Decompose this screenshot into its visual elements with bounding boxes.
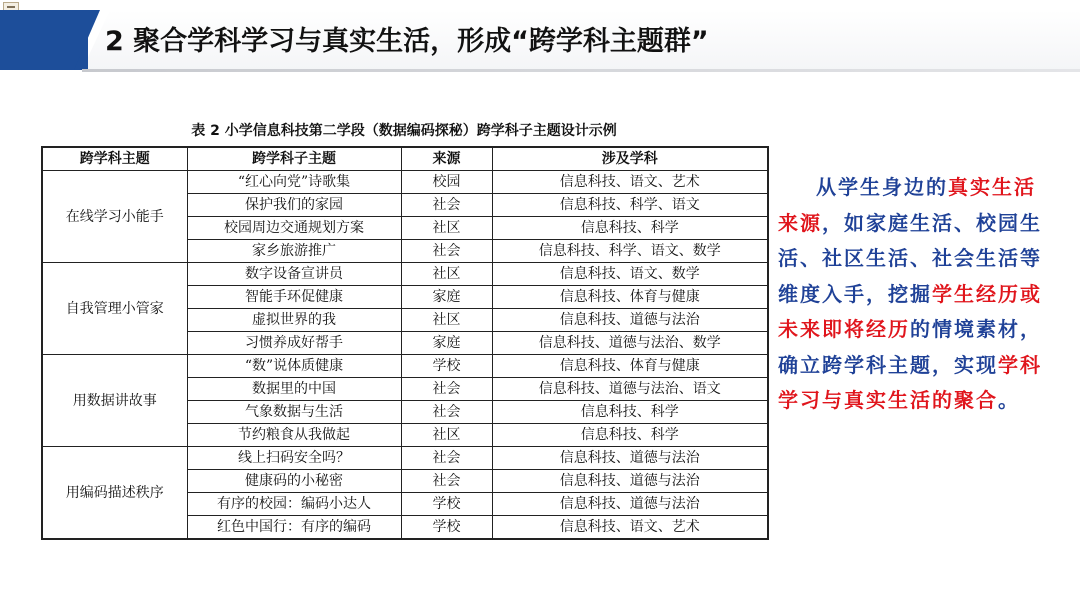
source-cell: 家庭	[401, 286, 492, 309]
side-note	[778, 170, 1044, 419]
subjects-cell: 信息科技、体育与健康	[492, 355, 768, 378]
subtheme-cell: 线上扫码安全吗？	[187, 447, 401, 470]
subtheme-cell: 虚拟世界的我	[187, 309, 401, 332]
subtheme-cell: 数字设备宣讲员	[187, 263, 401, 286]
page-title: 2 聚合学科学习与真实生活，形成“跨学科主题群”	[105, 26, 709, 57]
source-cell: 社会	[401, 240, 492, 263]
title-underline	[82, 69, 1080, 72]
subjects-cell: 信息科技、科学	[492, 217, 768, 240]
subjects-cell: 信息科技、科学、语文	[492, 194, 768, 217]
subjects-cell: 信息科技、语文、艺术	[492, 171, 768, 194]
subtheme-cell: 习惯养成好帮手	[187, 332, 401, 355]
subtheme-cell: “红心向党”诗歌集	[187, 171, 401, 194]
subjects-cell: 信息科技、科学、语文、数学	[492, 240, 768, 263]
note-highlight: 真实生活来源	[778, 175, 1036, 235]
col-header-subjects: 涉及学科	[492, 147, 768, 171]
note-text: ，如家庭生活、校园生活、社区生活、社会生活等维度入手，挖掘	[778, 210, 1042, 306]
subtheme-cell: 数据里的中国	[187, 378, 401, 401]
subjects-cell: 信息科技、语文、艺术	[492, 516, 768, 540]
table-caption: 表 2 小学信息科技第二学段（数据编码探秘）跨学科子主题设计示例	[191, 123, 617, 139]
subjects-cell: 信息科技、科学	[492, 424, 768, 447]
table-row	[42, 263, 768, 286]
source-cell: 社会	[401, 194, 492, 217]
theme-cell: 在线学习小能手	[42, 171, 187, 263]
source-cell: 社会	[401, 470, 492, 493]
source-cell: 学校	[401, 355, 492, 378]
col-header-theme: 跨学科主题	[42, 147, 187, 171]
source-cell: 家庭	[401, 332, 492, 355]
note-highlight: 学生经历或未来即将经历	[778, 281, 1042, 341]
theme-cell: 用数据讲故事	[42, 355, 187, 447]
theme-cell: 自我管理小管家	[42, 263, 187, 355]
table-header-row	[42, 147, 768, 171]
note-highlight: 学科学习与真实生活的聚合	[778, 352, 1042, 412]
subtheme-cell: 保护我们的家园	[187, 194, 401, 217]
table-row	[42, 355, 768, 378]
source-cell: 社会	[401, 378, 492, 401]
subtheme-cell: 智能手环促健康	[187, 286, 401, 309]
source-cell: 学校	[401, 516, 492, 540]
table-row	[42, 171, 768, 194]
source-cell: 校园	[401, 171, 492, 194]
table-row	[42, 447, 768, 470]
note-text: 从学生身边的	[816, 175, 948, 199]
theme-cell: 用编码描述秩序	[42, 447, 187, 540]
col-header-subtheme: 跨学科子主题	[187, 147, 401, 171]
source-cell: 社区	[401, 309, 492, 332]
side-note-text	[778, 175, 1042, 412]
subtheme-cell: 气象数据与生活	[187, 401, 401, 424]
source-cell: 社会	[401, 401, 492, 424]
subtheme-cell: 家乡旅游推广	[187, 240, 401, 263]
subjects-cell: 信息科技、道德与法治	[492, 493, 768, 516]
subtheme-cell: 节约粮食从我做起	[187, 424, 401, 447]
subjects-cell: 信息科技、道德与法治、数学	[492, 332, 768, 355]
note-text: 。	[998, 388, 1020, 412]
note-text: 的情境素材，确立跨学科主题，实现	[778, 317, 1042, 377]
subtheme-cell: “数”说体质健康	[187, 355, 401, 378]
subtheme-cell: 红色中国行：有序的编码	[187, 516, 401, 540]
col-header-source: 来源	[401, 147, 492, 171]
table-body	[42, 171, 768, 540]
source-cell: 社会	[401, 447, 492, 470]
subjects-cell: 信息科技、道德与法治、语文	[492, 378, 768, 401]
source-cell: 学校	[401, 493, 492, 516]
source-cell: 社区	[401, 217, 492, 240]
source-cell: 社区	[401, 424, 492, 447]
subtheme-cell: 健康码的小秘密	[187, 470, 401, 493]
subjects-cell: 信息科技、道德与法治	[492, 470, 768, 493]
subtheme-cell: 有序的校园：编码小达人	[187, 493, 401, 516]
topic-table	[41, 146, 769, 540]
subjects-cell: 信息科技、语文、数学	[492, 263, 768, 286]
subtheme-cell: 校园周边交通规划方案	[187, 217, 401, 240]
subjects-cell: 信息科技、科学	[492, 401, 768, 424]
subjects-cell: 信息科技、体育与健康	[492, 286, 768, 309]
subjects-cell: 信息科技、道德与法治	[492, 309, 768, 332]
subjects-cell: 信息科技、道德与法治	[492, 447, 768, 470]
source-cell: 社区	[401, 263, 492, 286]
